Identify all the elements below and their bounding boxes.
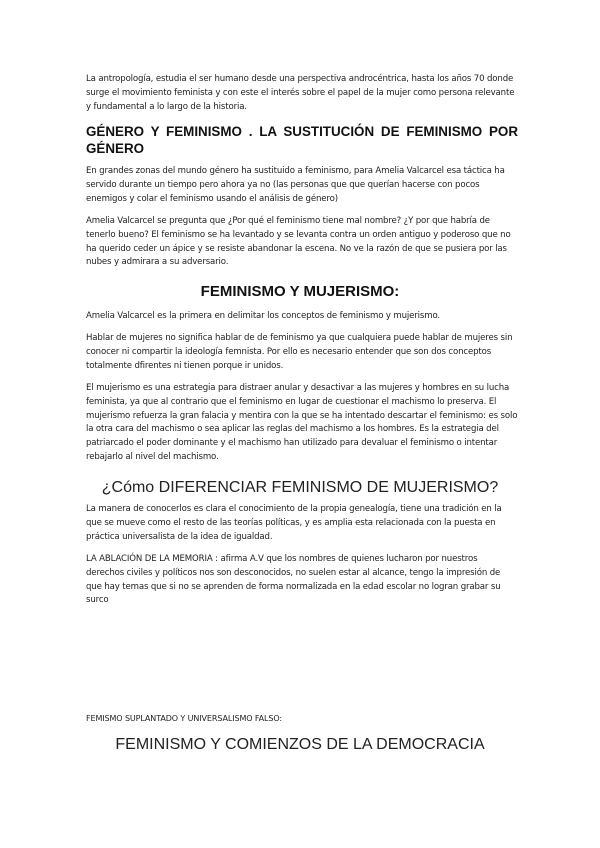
- paragraph-valcarcel-pregunta: Amelia Valcarcel se pregunta que ¿Por qué el feminismo tiene mal nombre? ¿Y por que habría de tenerlo bueno? El feminismo se ha levantado y se levanta contra un orden antiguo y poderoso que no ha querido ceder un ápice y se resiste abandonar la escena. No ve la razón de que se pusiera por las nubes y admirara a su adversario.: [86, 216, 511, 268]
- paragraph-delimitar-conceptos: Amelia Valcarcel es la primera en delimitar los conceptos de feminismo y mujerismo.: [86, 311, 441, 321]
- intro-paragraph: La antropología, estudia el ser humano desde una perspectiva androcéntrica, hasta los años 70 donde surge el movimiento feminista y con este el interés sobre el papel de la mujer como persona relevante y fundamental a lo largo de la historia.: [86, 74, 515, 112]
- subheading-femismo-suplantado: FEMISMO SUPLANTADO Y UNIVERSALISMO FALSO:: [86, 714, 283, 723]
- heading-genero-feminismo: GÉNERO Y FEMINISMO . LA SUSTITUCIÓN DE FEMINISMO POR GÉNERO: [86, 124, 518, 156]
- heading-como-diferenciar: ¿Cómo DIFERENCIAR FEMINISMO DE MUJERISMO?: [101, 479, 499, 496]
- paragraph-ablacion-memoria: LA ABLACIÓN DE LA MEMORIA : afirma A.V que los nombres de quienes lucharon por nuestros derechos civiles y políticos nos son desconocidos, no suelen estar al alcance, tengo la impresión de que hay temas que si no se aprenden de forma normalizada en la edad escolar no logran grabar su surco: [86, 554, 501, 606]
- paragraph-genealogia: La manera de conocerlos es clara el conocimiento de la propia genealogía, tiene una tradición en la que se mueve como el resto de las teorías políticas, y es amplia esta relacionada con la puesta en práctica universalista de la idea de igualdad.: [86, 504, 502, 542]
- heading-feminismo-mujerismo: FEMINISMO Y MUJERISMO:: [200, 283, 400, 300]
- paragraph-genero-sustitucion: En grandes zonas del mundo género ha sustituido a feminismo, para Amelia Valcarcel esa táctica ha servido durante un tiempo pero ahora ya no (las personas que que querían hacerse con pocos enemigos y colar el feminismo usando el análisis de género): [86, 166, 505, 204]
- heading-comienzos-democracia: FEMINISMO Y COMIENZOS DE LA DEMOCRACIA: [115, 736, 485, 753]
- paragraph-mujerismo-estrategia: El mujerismo es una estrategia para distraer anular y desactivar a las mujeres y hombres en su lucha feminista, ya que al contrario que el feminismo en lugar de cuestionar el machismo lo preserva. El mujerismo refuerza la gran falacia y mentira con la que se ha intentado descartar el feminismo: es solo la otra cara del machismo o sea aplicar las reglas del machismo a los hombres. Es la estrategia del patriarcado el poder dominante y el machismo han utilizado para devaluar el feminismo o intentar rebajarlo al nivel del machismo.: [86, 383, 518, 462]
- paragraph-hablar-mujeres: Hablar de mujeres no significa hablar de de feminismo ya que cualquiera puede hablar de mujeres sin conocer ni compartir la ideología femnista. Por ello es necesario entender que son dos conceptos totalmente dfirentes ni tienen porque ir unidos.: [86, 333, 513, 371]
